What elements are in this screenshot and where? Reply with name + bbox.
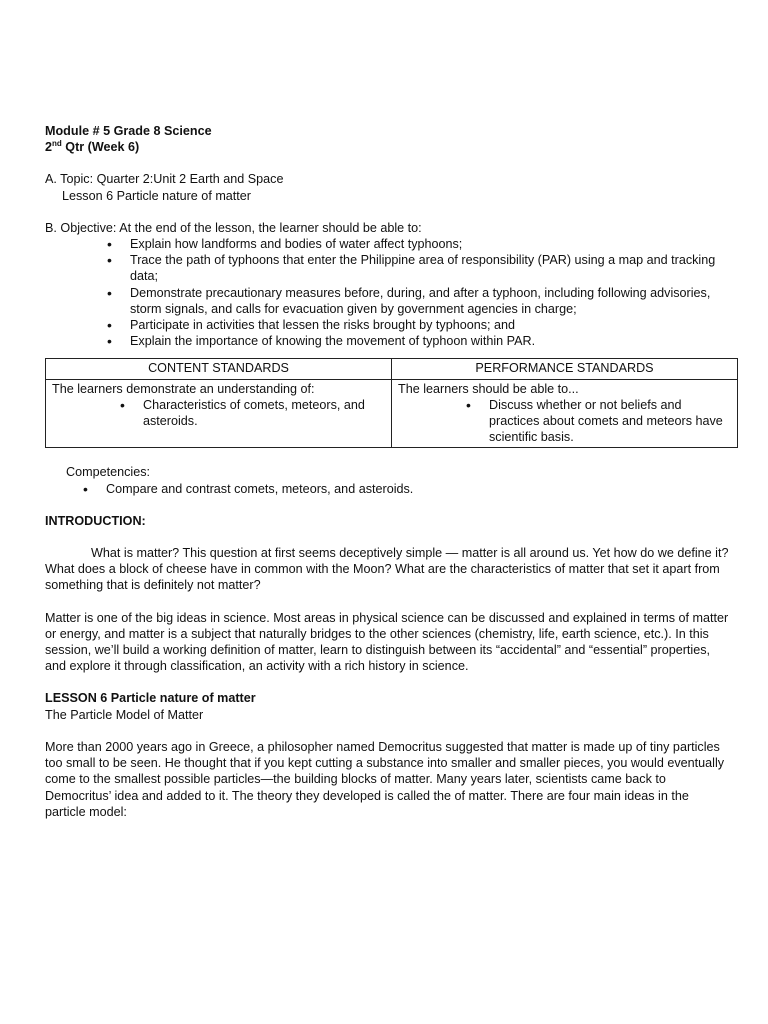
competency-item: • Compare and contrast comets, meteors, and asteroids. [45, 481, 729, 497]
content-standards-intro: The learners demonstrate an understanding of: [52, 381, 315, 396]
objective-item: • Demonstrate precautionary measures before, during, and after a typhoon, including following advisories, storm signals, and calls for evacuation given by government agencies in charge; [45, 285, 729, 317]
performance-standards-list [398, 397, 731, 446]
introduction-paragraph-1: What is matter? This question at first seems deceptively simple — matter is all around us. Yet how do we define it? What does a block of cheese have in common with the Moon? What are the characteristics of matter that set it apart from something that is definitely not matter? [45, 546, 729, 593]
quarter-ordinal-suffix: nd [52, 139, 62, 149]
performance-standards-intro: The learners should be able to... [398, 381, 579, 396]
objective-item: • Explain the importance of knowing the movement of typhoon within PAR. [45, 333, 729, 349]
content-standards-list [52, 397, 385, 429]
objective-item: • Participate in activities that lessen the risks brought by typhoons; and [45, 317, 729, 333]
content-standards-header: CONTENT STANDARDS [46, 359, 392, 379]
module-title: Module # 5 Grade 8 Science [45, 124, 212, 138]
content-standards-cell [46, 379, 392, 448]
lesson-paragraph: More than 2000 years ago in Greece, a philosopher named Democritus suggested that matter is made up of tiny particles too small to be seen. He thought that if you kept cutting a substance into smaller and smaller pieces, you would eventually come to the smallest possible particles—the building blocks of matter. Many years later, scientists came back to Democritus’ idea and added to it. The theory they developed is called the of matter. There are four main ideas in the particle model: [45, 739, 725, 819]
lesson-heading: LESSON 6 Particle nature of matter [45, 691, 256, 706]
introduction-heading: INTRODUCTION: [45, 513, 146, 528]
topic-lesson: Lesson 6 Particle nature of matter [62, 188, 252, 203]
objective-label: B. Objective: At the end of the lesson, the learner should be able to: [45, 220, 422, 235]
competencies-label: Competencies: [66, 465, 150, 480]
standards-table [45, 358, 738, 448]
objective-item: • Explain how landforms and bodies of water affect typhoons; [45, 236, 729, 252]
performance-standards-item: • Discuss whether or not beliefs and practices about comets and meteors have scientific basis. [398, 397, 731, 446]
lesson-subheading: The Particle Model of Matter [45, 707, 204, 722]
quarter-week [45, 139, 729, 155]
performance-standards-header: PERFORMANCE STANDARDS [392, 359, 738, 379]
introduction-paragraph-2: Matter is one of the big ideas in science. Most areas in physical science can be discussed and explained in terms of matter or energy, and matter is a subject that naturally bridges to the other sciences (chemistry, life, earth science, etc.). In this session, we’ll build a working definition of matter, learn to distinguish between its “accidental” and “essential” properties, and explore it through classification, an activity with a rich history in science. [45, 610, 729, 674]
performance-standards-cell [392, 379, 738, 448]
competencies-list [45, 481, 729, 497]
objective-list [45, 236, 729, 349]
content-standards-item: • Characteristics of comets, meteors, and asteroids. [52, 397, 385, 429]
document-content [45, 123, 729, 820]
quarter-week-text: Qtr (Week 6) [61, 140, 140, 155]
topic-label: A. Topic: Quarter 2:Unit 2 Earth and Space [45, 172, 284, 187]
objective-item: • Trace the path of typhoons that enter the Philippine area of responsibility (PAR) using a map and tracking data; [45, 252, 729, 284]
quarter-number: 2 [45, 140, 53, 155]
